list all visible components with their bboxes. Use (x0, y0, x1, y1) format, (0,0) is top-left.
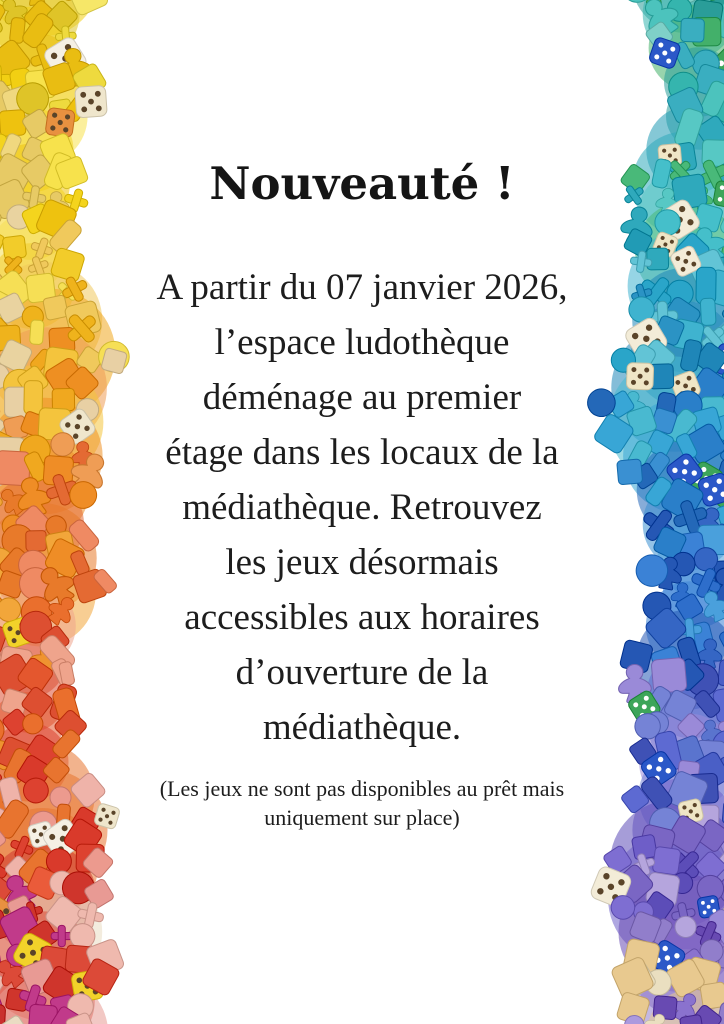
announcement-line: A partir du 07 janvier 2026, (156, 266, 568, 308)
announcement-line: les jeux désormais (225, 541, 499, 583)
announcement-text (0, 260, 724, 755)
announcement-line: l’espace ludothèque (214, 321, 510, 363)
note-line: uniquement sur place) (264, 804, 460, 830)
announcement-line: déménage au premier (202, 376, 522, 418)
note-line: (Les jeux ne sont pas disponibles au prêt mais (159, 775, 565, 801)
announcement-line: médiathèque. Retrouvez (182, 486, 542, 528)
availability-note (0, 774, 724, 832)
announcement-line: étage dans les locaux de la (165, 431, 559, 473)
poster-title: Nouveauté ! (209, 157, 515, 210)
announcement-line: d’ouverture de la (235, 651, 489, 693)
announcement-line: accessibles aux horaires (184, 596, 540, 638)
announcement-line: médiathèque. (262, 706, 462, 748)
